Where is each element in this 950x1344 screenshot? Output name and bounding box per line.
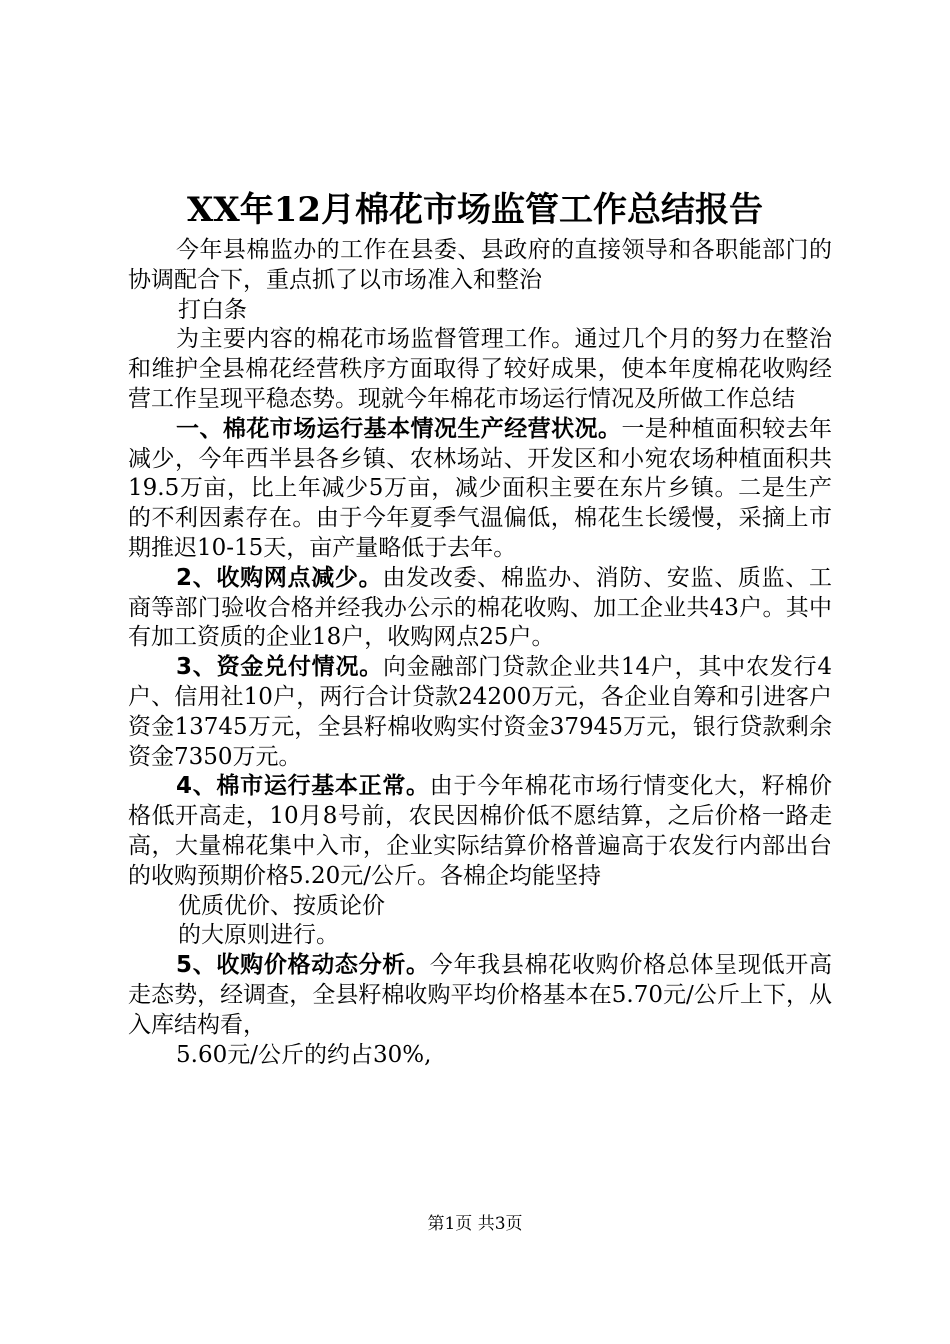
paragraph-intro: 今年县棉监办的工作在县委、县政府的直接领导和各职能部门的协调配合下，重点抓了以市场准入和整治 (128, 237, 832, 293)
document-body (128, 236, 832, 1070)
paragraph-dabaitiao: 打白条 (178, 296, 247, 323)
section-3-body: 向金融部门贷款企业共14户，其中农发行4户、信用社10户，两行合计贷款24200万元，各企业自筹和引进客户资金13745万元，全县籽棉收购实付资金37945万元，银行贷款剩余资金7350万元。 (128, 654, 832, 770)
paragraph-youzhi: 优质优价、按质论价 (178, 892, 385, 919)
document-title: XX年12月棉花市场监管工作总结报告 (186, 190, 764, 230)
section-1 (128, 415, 832, 564)
paragraph-main-content: 为主要内容的棉花市场监督管理工作。通过几个月的努力在整治和维护全县棉花经营秩序方面取得了较好成果，使本年度棉花收购经营工作呈现平稳态势。现就今年棉花市场运行情况及所做工作总结 (128, 326, 832, 412)
section-2 (128, 564, 832, 653)
section-4-body: 由于今年棉花市场行情变化大，籽棉价格低开高走，10月8号前，农民因棉价低不愿结算，之后价格一路走高，大量棉花集中入市，企业实际结算价格普遍高于农发行内部出台的收购预期价格5.20元/公斤。各棉企均能坚持 (128, 773, 832, 889)
section-5-heading: 5、收购价格动态分析。 (176, 952, 430, 979)
section-5 (128, 951, 832, 1040)
paragraph-last: 5.60元/公斤的约占30%, (176, 1041, 432, 1068)
page-footer: 第1页 共3页 (427, 1214, 523, 1234)
section-3 (128, 653, 832, 772)
section-4-heading: 4、棉市运行基本正常。 (176, 773, 430, 800)
section-1-heading: 一、棉花市场运行基本情况生产经营状况。 (176, 415, 622, 442)
section-1-body: 一是种植面积较去年减少，今年西半县各乡镇、农林场站、开发区和小宛农场种植面积共19.5万亩，比上年减少5万亩，减少面积主要在东片乡镇。二是生产的不利因素存在。由于今年夏季气温偏低，棉花生长缓慢，采摘上市期推迟10-15天，亩产量略低于去年。 (128, 415, 833, 561)
section-5-body: 今年我县棉花收购价格总体呈现低开高走态势，经调查，全县籽棉收购平均价格基本在5.70元/公斤上下，从入库结构看， (128, 952, 832, 1038)
section-2-body: 由发改委、棉监办、消防、安监、质监、工商等部门验收合格并经我办公示的棉花收购、加工企业共43户。其中有加工资质的企业18户，收购网点25户。 (128, 564, 832, 651)
section-3-heading: 3、资金兑付情况。 (176, 654, 384, 681)
section-4 (128, 772, 832, 891)
section-2-heading: 2、收购网点减少。 (176, 564, 383, 591)
paragraph-yuanze: 的大原则进行。 (178, 922, 339, 949)
